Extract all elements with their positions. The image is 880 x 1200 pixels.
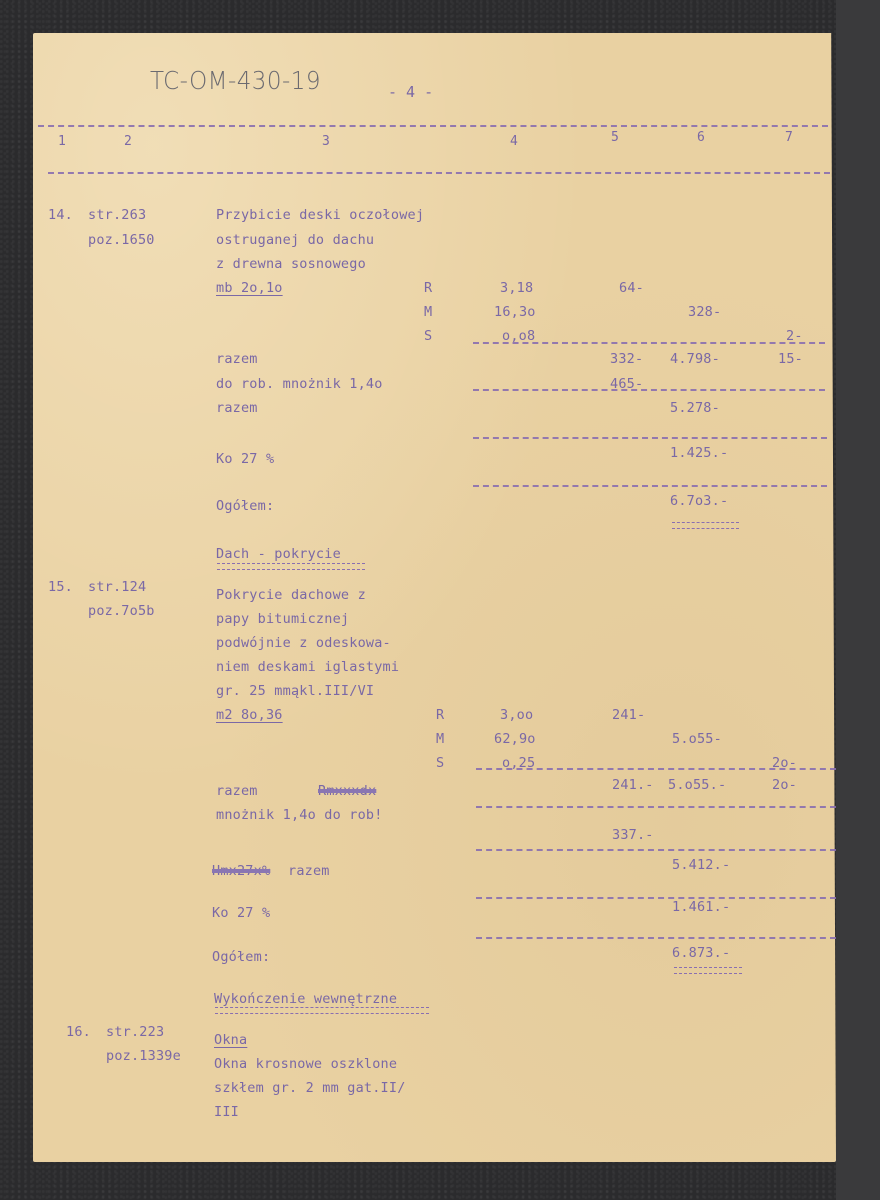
summary-col5: 465- xyxy=(610,376,644,392)
row-col5: 241- xyxy=(612,707,646,723)
summary-label: mnożnik 1,4o do rob! xyxy=(216,807,383,823)
column-header-1: 1 xyxy=(58,134,66,149)
struck-text: Rmxxxdx xyxy=(318,783,377,799)
total-value: 6.7o3.- xyxy=(670,493,729,509)
item-quantity: m2 8o,36 xyxy=(216,707,283,723)
row-code: R xyxy=(436,707,445,723)
item-poz: poz.1339e xyxy=(106,1048,181,1064)
row-col4: 16,3o xyxy=(494,304,536,320)
summary-label: Ko 27 % xyxy=(212,905,271,921)
binder-edge xyxy=(836,0,880,1200)
row-col4: o,25 xyxy=(502,755,536,771)
row-col4: 3,18 xyxy=(500,280,534,296)
summary-col5: 332- xyxy=(610,351,644,367)
header-rule-bottom xyxy=(48,172,830,174)
summary-rule xyxy=(476,806,836,808)
row-col7: 2o- xyxy=(772,755,797,771)
summary-rule xyxy=(473,437,827,439)
summary-label: do rob. mnożnik 1,4o xyxy=(216,376,383,392)
summary-label: Ko 27 % xyxy=(216,451,275,467)
item-description-line: z drewna sosnowego xyxy=(216,256,366,272)
row-col4: o,o8 xyxy=(502,328,536,344)
summary-rule xyxy=(473,485,827,487)
page-number: - 4 - xyxy=(388,83,434,101)
row-col7: 2- xyxy=(786,328,803,344)
row-code: R xyxy=(424,280,433,296)
summary-col6: 1.425.- xyxy=(670,445,729,461)
section-title-underline xyxy=(217,563,365,570)
column-header-5: 5 xyxy=(611,130,619,145)
total-value: 6.873.- xyxy=(672,945,731,961)
row-code: M xyxy=(436,731,445,747)
column-header-6: 6 xyxy=(697,130,705,145)
item-number: 15. xyxy=(48,579,73,595)
item-str: str.223 xyxy=(106,1024,165,1040)
item-description-line: Okna krosnowe oszklone xyxy=(214,1056,398,1072)
item-description-line: papy bitumicznej xyxy=(216,611,350,627)
item-description-line: szkłem gr. 2 mm gat.II/ xyxy=(214,1080,406,1096)
summary-col6: 5.278- xyxy=(670,400,720,416)
row-col5: 64- xyxy=(619,280,644,296)
summary-label: razem xyxy=(216,400,258,416)
item-poz: poz.1650 xyxy=(88,232,155,248)
item-number: 16. xyxy=(66,1024,91,1040)
subtotal-rule xyxy=(473,342,825,344)
item-description-line: podwójnie z odeskowa- xyxy=(216,635,391,651)
summary-col5: 241.- xyxy=(612,777,654,793)
section-title: Dach - pokrycie xyxy=(216,546,341,562)
item-subtitle: Okna xyxy=(214,1032,248,1048)
summary-label: razem xyxy=(288,863,330,879)
item-description-line: gr. 25 mmąkl.III/VI xyxy=(216,683,375,699)
total-label: Ogółem: xyxy=(212,949,271,965)
row-col4: 3,oo xyxy=(500,707,534,723)
summary-label: razem xyxy=(216,783,258,799)
summary-rule xyxy=(473,389,825,391)
item-description-line: III xyxy=(214,1104,239,1120)
item-poz: poz.7o5b xyxy=(88,603,155,619)
section-title-underline xyxy=(215,1007,429,1014)
total-double-underline xyxy=(672,522,739,529)
column-header-7: 7 xyxy=(785,130,793,145)
struck-text: Hmx27x% xyxy=(212,863,271,879)
row-col4: 62,9o xyxy=(494,731,536,747)
item-quantity: mb 2o,1o xyxy=(216,280,283,296)
summary-rule xyxy=(476,849,836,851)
summary-col7: 2o- xyxy=(772,777,797,793)
header-rule-top xyxy=(38,125,828,127)
row-col6: 5.o55- xyxy=(672,731,722,747)
summary-rule xyxy=(476,937,836,939)
summary-col6: 1.461.- xyxy=(672,899,731,915)
summary-col6: 5.o55.- xyxy=(668,777,727,793)
row-col6: 328- xyxy=(688,304,722,320)
section-title: Wykończenie wewnętrzne xyxy=(214,991,398,1007)
total-double-underline xyxy=(674,967,742,974)
column-header-2: 2 xyxy=(124,134,132,149)
row-code: S xyxy=(424,328,433,344)
row-code: M xyxy=(424,304,433,320)
item-number: 14. xyxy=(48,207,73,223)
column-header-4: 4 xyxy=(510,134,518,149)
item-description-line: niem deskami iglastymi xyxy=(216,659,400,675)
summary-col5: 337.- xyxy=(612,827,654,843)
row-code: S xyxy=(436,755,445,771)
item-description-line: Pokrycie dachowe z xyxy=(216,587,366,603)
summary-label: razem xyxy=(216,351,258,367)
summary-col7: 15- xyxy=(778,351,803,367)
subtotal-rule xyxy=(476,768,836,770)
summary-rule xyxy=(476,897,836,899)
item-description-line: ostruganej do dachu xyxy=(216,232,375,248)
item-str: str.263 xyxy=(88,207,147,223)
total-label: Ogółem: xyxy=(216,498,275,514)
summary-col6: 5.412.- xyxy=(672,857,731,873)
item-str: str.124 xyxy=(88,579,147,595)
column-header-3: 3 xyxy=(322,134,330,149)
summary-col6: 4.798- xyxy=(670,351,720,367)
document-page xyxy=(33,33,836,1162)
handwritten-reference: TC-OM-430-19 xyxy=(150,66,321,95)
item-description-line: Przybicie deski oczołowej xyxy=(216,207,425,223)
